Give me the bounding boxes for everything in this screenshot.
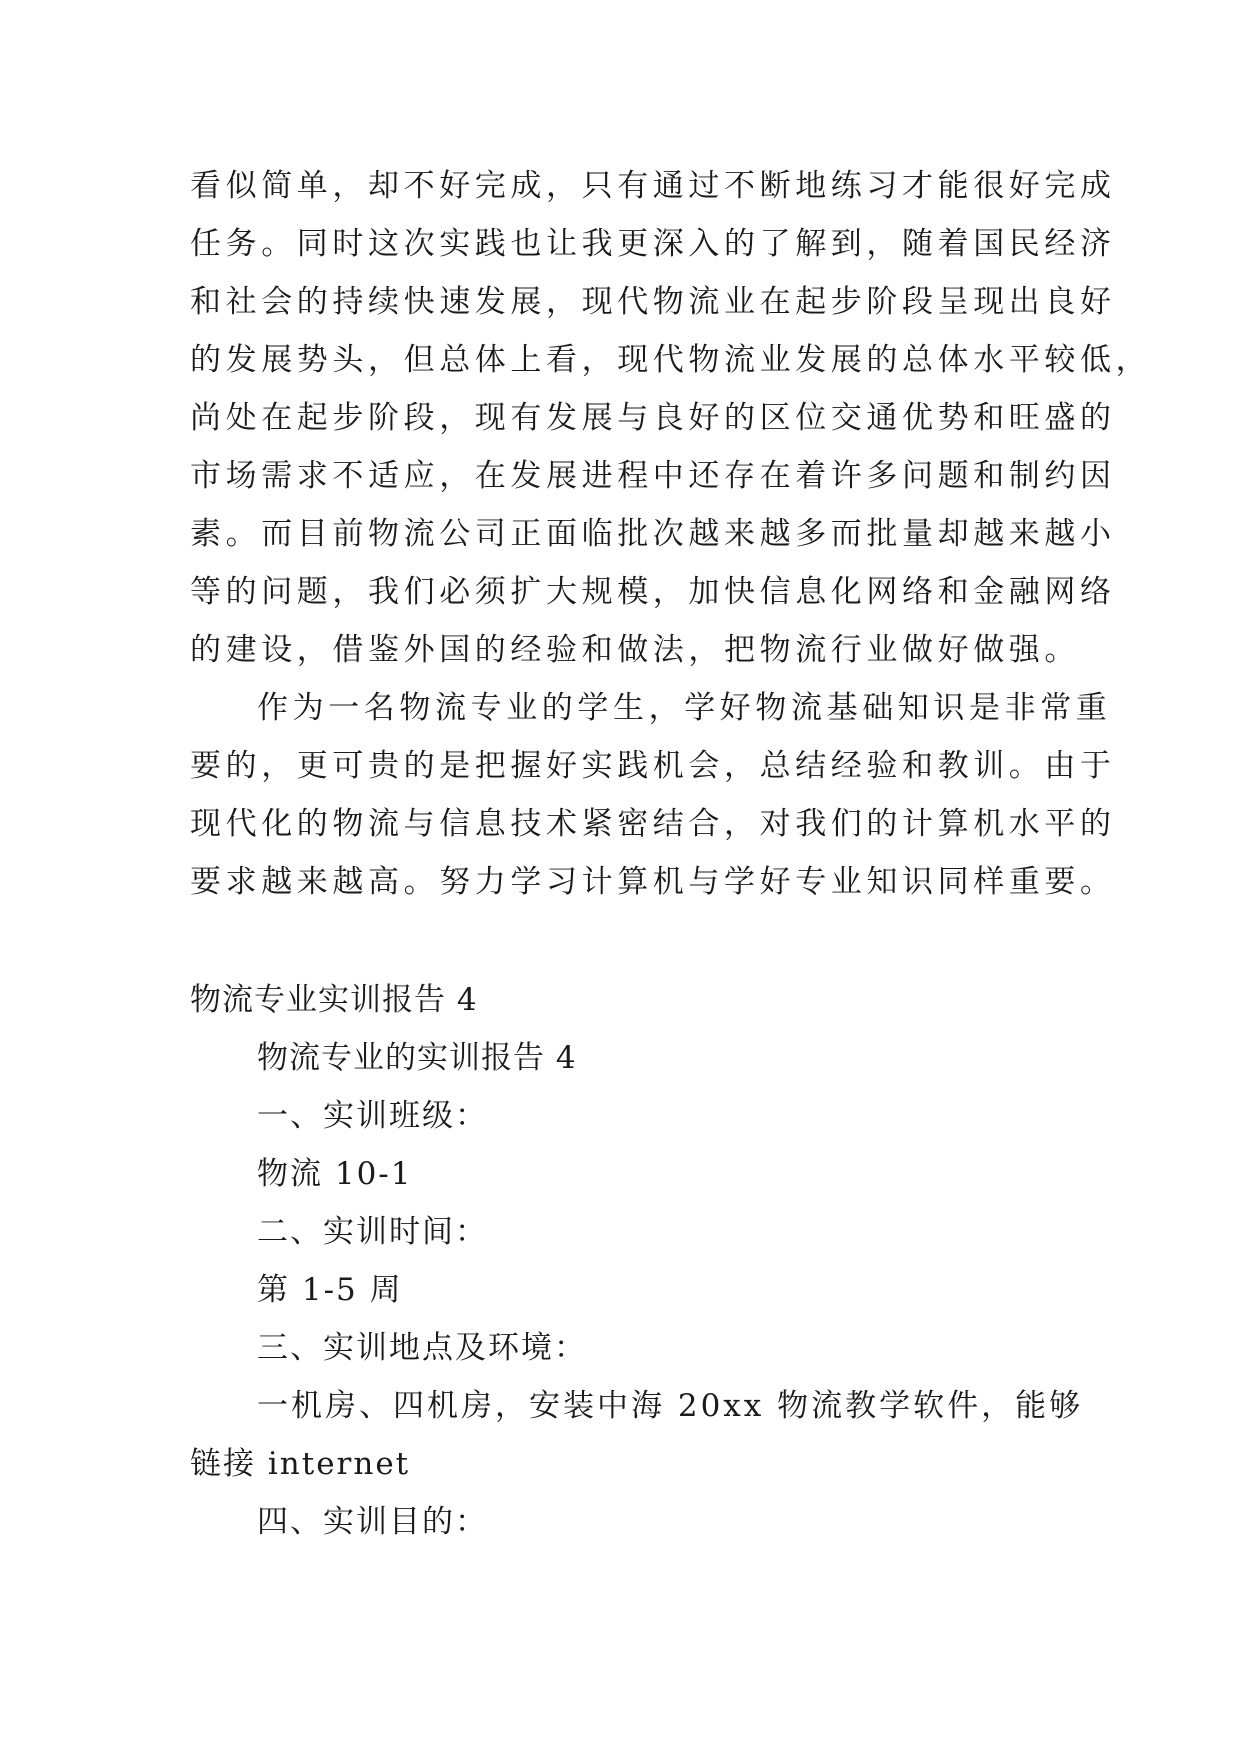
- text-line: 要求越来越高。努力学习计算机与学好专业知识同样重要。: [190, 864, 1116, 900]
- text-line: 和社会的持续快速发展，现代物流业在起步阶段呈现出良好: [190, 284, 1116, 320]
- text-line: 要的，更可贵的是把握好实践机会，总结经验和教训。由于: [190, 748, 1116, 784]
- text-line: 的建设，借鉴外国的经验和做法，把物流行业做好做强。: [190, 632, 1080, 668]
- location-value-continued: 链接 internet: [190, 1446, 411, 1482]
- text-line: 现代化的物流与信息技术紧密结合，对我们的计算机水平的: [190, 806, 1116, 842]
- text-line: 等的问题，我们必须扩大规模，加快信息化网络和金融网络: [190, 574, 1116, 610]
- location-label: 三、实训地点及环境：: [257, 1330, 587, 1366]
- class-label: 一、实训班级：: [257, 1098, 488, 1134]
- text-line: 的发展势头，但总体上看，现代物流业发展的总体水平较低，: [190, 342, 1152, 378]
- text-line: 看似简单，却不好完成，只有通过不断地练习才能很好完成: [190, 168, 1116, 204]
- text-line: 市场需求不适应，在发展进程中还存在着许多问题和制约因: [190, 458, 1116, 494]
- text-line: 尚处在起步阶段，现有发展与良好的区位交通优势和旺盛的: [190, 400, 1116, 436]
- report-title: 物流专业的实训报告 4: [257, 1040, 577, 1076]
- text-line: 素。而目前物流公司正面临批次越来越多而批量却越来越小: [190, 516, 1116, 552]
- purpose-label: 四、实训目的：: [257, 1504, 488, 1540]
- location-value: 一机房、四机房，安装中海 20xx 物流教学软件，能够: [257, 1388, 1084, 1424]
- text-line: 作为一名物流专业的学生，学好物流基础知识是非常重: [257, 690, 1112, 726]
- text-line: 任务。同时这次实践也让我更深入的了解到，随着国民经济: [190, 226, 1116, 262]
- section-title: 物流专业实训报告 4: [190, 982, 478, 1018]
- time-value: 第 1-5 周: [257, 1272, 403, 1308]
- time-label: 二、实训时间：: [257, 1214, 488, 1250]
- class-value: 物流 10-1: [257, 1156, 413, 1192]
